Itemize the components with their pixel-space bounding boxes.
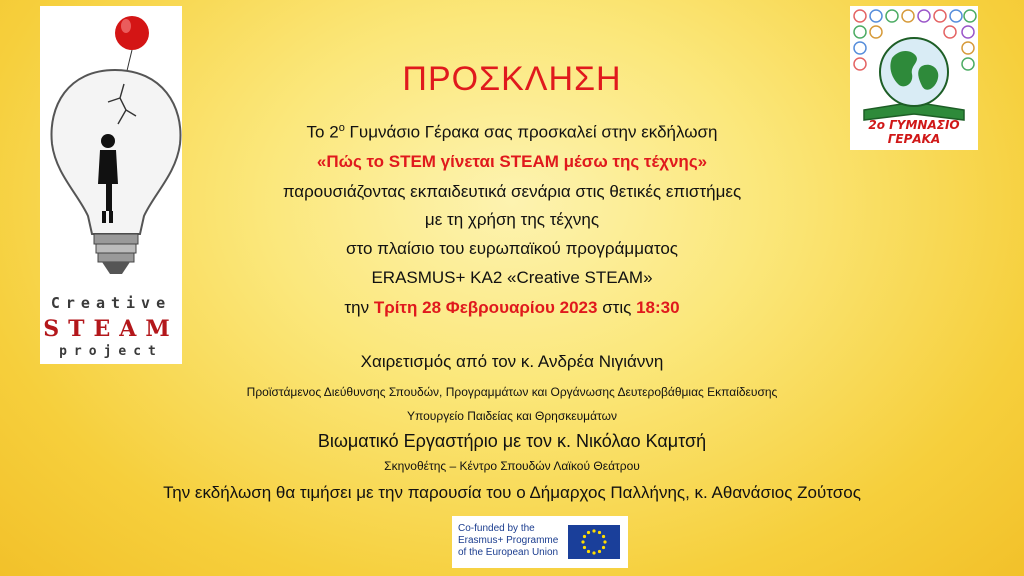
- honor-line: Την εκδήλωση θα τιμήσει με την παρουσία του ο Δήμαρχος Παλλήνης, κ. Αθανάσιος Ζούτσος: [163, 483, 861, 502]
- invitation-line-programme: στο πλαίσιο του ευρωπαϊκού προγράμματος: [346, 239, 678, 258]
- invitation-line-erasmus: ERASMUS+ KA2 «Creative STEAM»: [371, 268, 653, 287]
- workshop-role: Σκηνοθέτης – Κέντρο Σπουδών Λαϊκού Θεάτρου: [384, 459, 640, 473]
- school-name: 2ο ΓΥΜΝΑΣΙΟ ΓΕΡΑΚΑ: [868, 118, 960, 146]
- erasmus-badge-line2: Erasmus+ Programme: [458, 535, 559, 546]
- eu-star: [583, 535, 586, 538]
- invitation-line-art: με τη χρήση της τέχνης: [424, 210, 600, 229]
- eu-star: [603, 540, 606, 543]
- line-school-post: Γυμνάσιο Γέρακα σας προσκαλεί στην εκδήλωση: [344, 122, 718, 142]
- event-date: Τρίτη 28 Φεβρουαρίου 2023: [373, 298, 598, 317]
- workshop-line: Βιωματικό Εργαστήριο με τον κ. Νικόλαο Καμτσή: [317, 431, 707, 451]
- ordinal-superscript: ο: [338, 122, 345, 134]
- eu-star: [602, 546, 605, 549]
- erasmus-badge-line1: Co-funded by the: [458, 523, 535, 534]
- erasmus-badge: [452, 516, 628, 568]
- invitation-date-line: [0, 298, 1024, 318]
- greeting-role: Προϊστάμενος Διεύθυνσης Σπουδών, Προγραμμάτων και Οργάνωσης Δευτεροβάθμιας Εκπαίδευσης: [246, 385, 778, 399]
- date-prefix: την: [344, 298, 374, 317]
- event-time: 18:30: [636, 298, 680, 317]
- greeting-line: Χαιρετισμός από τον κ. Ανδρέα Νιγιάννη: [360, 352, 664, 371]
- eu-star: [592, 529, 595, 532]
- date-mid: στις: [597, 298, 637, 317]
- eu-star: [583, 546, 586, 549]
- erasmus-badge-line3: of the European Union: [458, 547, 559, 558]
- eu-star: [592, 551, 595, 554]
- line-school-pre: Το 2: [306, 122, 339, 142]
- poster-word-creative: Creative: [50, 294, 172, 312]
- invitation-title: ΠΡΟΣΚΛΗΣΗ: [402, 60, 622, 98]
- poster-word-project: project: [59, 344, 163, 359]
- erasmus-badge-text: [458, 523, 562, 559]
- poster-word-steam: STEAM: [43, 316, 179, 342]
- eu-star: [587, 550, 590, 553]
- eu-star: [598, 550, 601, 553]
- invitation-line-school: [0, 122, 1024, 143]
- red-balloon: [115, 16, 149, 50]
- eu-star: [581, 540, 584, 543]
- eu-star: [602, 535, 605, 538]
- invitation-line-scenarios: παρουσιάζοντας εκπαιδευτικά σενάρια στις θετικές επιστήμες: [282, 182, 742, 201]
- event-title: «Πώς το STEM γίνεται STEAM μέσω της τέχνης»: [316, 152, 708, 171]
- eu-flag-icon: [568, 525, 620, 559]
- eu-star: [587, 531, 590, 534]
- eu-star: [598, 531, 601, 534]
- greeting-organization: Υπουργείο Παιδείας και Θρησκευμάτων: [407, 409, 617, 423]
